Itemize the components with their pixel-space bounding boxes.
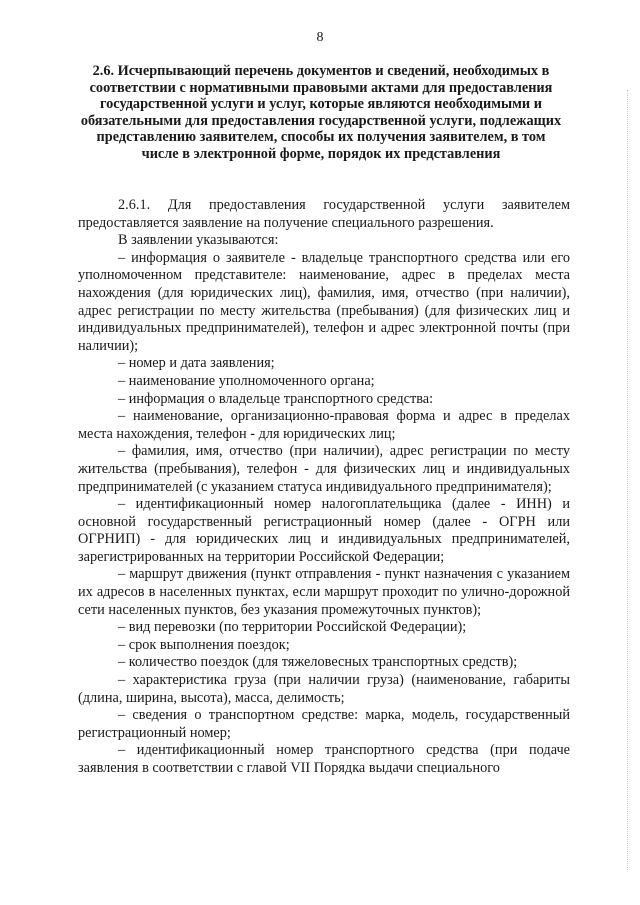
list-item-authority-name: – наименование уполномоченного органа; [118,372,375,389]
list-item-vehicle-owner-info: – информация о владельце транспортного средства: [118,390,434,407]
list-item-applicant-info: – информация о заявителе - владельце транспортного средства или его уполномоченном представителе: наименование, адрес в пределах места нахождения (для юридических лиц), фамилия, имя, отчество (при наличии), адрес регистрации по месту жительства (пребывания) (для физических лиц и индивидуальных предпринимателей), телефон и адрес электронной почты (при наличии); [78,249,570,354]
list-item-transport-type: – вид перевозки (по территории Российской Федерации); [118,619,467,636]
list-item-number-date: – номер и дата заявления; [118,355,275,372]
list-item-route: – маршрут движения (пункт отправления - пункт назначения с указанием их адресов в населенных пунктах, если маршрут проходит по улично-дорожной сети населенных пунктов, без указания промежуточных пунктов); [78,566,570,618]
list-item-term: – срок выполнения поездок; [118,636,290,653]
page-number: 8 [316,30,324,45]
list-item-vin: – идентификационный номер транспортного средства (при подаче заявления в соответствии с главой VII Порядка выдачи специального [78,742,570,776]
paragraph-list-lead: В заявлении указываются: [118,232,279,249]
list-item-individual: – фамилия, имя, отчество (при наличии), адрес регистрации по месту жительства (пребывания), телефон - для физических лиц и индивидуальных предпринимателей (с указанием статуса индивидуального предпринимателя); [78,443,570,495]
section-heading: 2.6. Исчерпывающий перечень документов и сведений, необходимых в соответствии с нормативными правовыми актами для предоставления государственной услуги и услуг, которые являются необходимыми и обязательными для предоставления государственной услуги, подлежащих представлению заявителем, способы их получения заявителем, в том числе в электронной форме, порядок их представления [80,63,562,162]
document-body [78,197,570,778]
paragraph-intro: 2.6.1. Для предоставления государственной услуги заявителем предоставляется заявление на получение специального разрешения. [78,197,570,231]
scan-edge-marks [625,90,628,870]
list-item-legal-entity: – наименование, организационно-правовая форма и адрес в пределах места нахождения, телефон - для юридических лиц; [78,408,570,442]
list-item-vehicle-info: – сведения о транспортном средстве: марка, модель, государственный регистрационный номер; [78,707,570,741]
list-item-cargo: – характеристика груза (при наличии груза) (наименование, габариты (длина, ширина, высота), масса, делимость; [78,672,570,706]
list-item-trip-count: – количество поездок (для тяжеловесных транспортных средств); [118,654,518,671]
list-item-inn-ogrn: – идентификационный номер налогоплательщика (далее - ИНН) и основной государственный регистрационный номер (далее - ОГРН или ОГРНИП) - для юридических лиц и индивидуальных предпринимателей, зарегистрированных на территории Российской Федерации; [78,496,570,565]
